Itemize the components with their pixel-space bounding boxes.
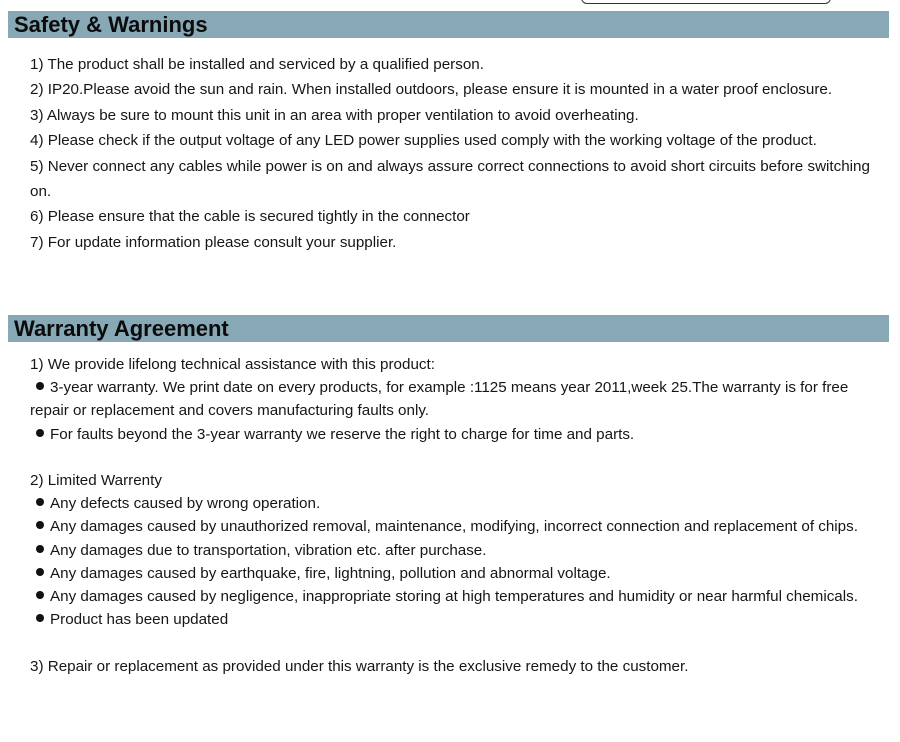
bullet-icon [36,382,44,390]
warranty-bullet-text: Any damages due to transportation, vibration etc. after purchase. [50,541,487,559]
warranty-bullet-text: Any defects caused by wrong operation. [50,495,321,513]
bullet-icon [36,568,44,576]
top-box-remnant [581,0,831,4]
warranty-bullet [30,608,880,631]
warranty-bullet [30,562,880,585]
safety-item: 6) Please ensure that the cable is secured tightly in the connector [30,208,470,226]
spacer [30,446,880,469]
warranty-bullet [30,492,880,515]
safety-item: 3) Always be sure to mount this unit in an area with proper ventilation to avoid overheating. [30,106,639,124]
warranty-bullet [30,515,880,538]
warranty-bullet-text: Any damages caused by unauthorized removal, maintenance, modifying, incorrect connection and replacement of chips. [50,518,858,536]
bullet-icon [36,498,44,506]
warranty-bullet-text: 3-year warranty. We print date on every products, for example :1125 means year 2011,week 25.The warranty is for free repair or replacement and covers manufacturing faults only. [30,379,849,420]
safety-item: 7) For update information please consult your supplier. [30,233,397,251]
warranty-section-header [8,315,889,342]
spacer [30,631,880,654]
safety-item: 4) Please check if the output voltage of any LED power supplies used comply with the working voltage of the product. [30,132,817,150]
warranty-title: Warranty Agreement [14,316,229,341]
safety-item: 1) The product shall be installed and serviced by a qualified person. [30,56,484,73]
safety-item: 5) Never connect any cables while power is on and always assure correct connections to avoid short circuits before switching on. [30,157,870,201]
warranty-bullet [30,376,880,422]
warranty-bullet [30,423,880,446]
bullet-icon [36,521,44,529]
warranty-bullet-text: Any damages caused by earthquake, fire, lightning, pollution and abnormal voltage. [50,564,611,582]
safety-list [30,52,880,255]
warranty-section-heading: 2) Limited Warrenty [30,472,162,489]
safety-section-header [8,11,889,38]
warranty-bullet-text: Any damages caused by negligence, inappropriate storing at high temperatures and humidity or near harmful chemicals. [50,588,858,606]
warranty-content [30,353,880,678]
warranty-bullet [30,585,880,608]
bullet-icon [36,614,44,622]
safety-title: Safety & Warnings [14,12,208,37]
safety-item: 2) IP20.Please avoid the sun and rain. When installed outdoors, please ensure it is mounted in a water proof enclosure. [30,81,833,99]
bullet-icon [36,545,44,553]
bullet-icon [36,429,44,437]
warranty-bullet-text: Product has been updated [50,611,229,629]
bullet-icon [36,591,44,599]
warranty-section-heading: 1) We provide lifelong technical assistance with this product: [30,356,435,373]
warranty-bullet [30,539,880,562]
warranty-bullet-text: For faults beyond the 3-year warranty we reserve the right to charge for time and parts. [50,425,635,443]
warranty-section-text: 3) Repair or replacement as provided under this warranty is the exclusive remedy to the customer. [30,657,689,675]
